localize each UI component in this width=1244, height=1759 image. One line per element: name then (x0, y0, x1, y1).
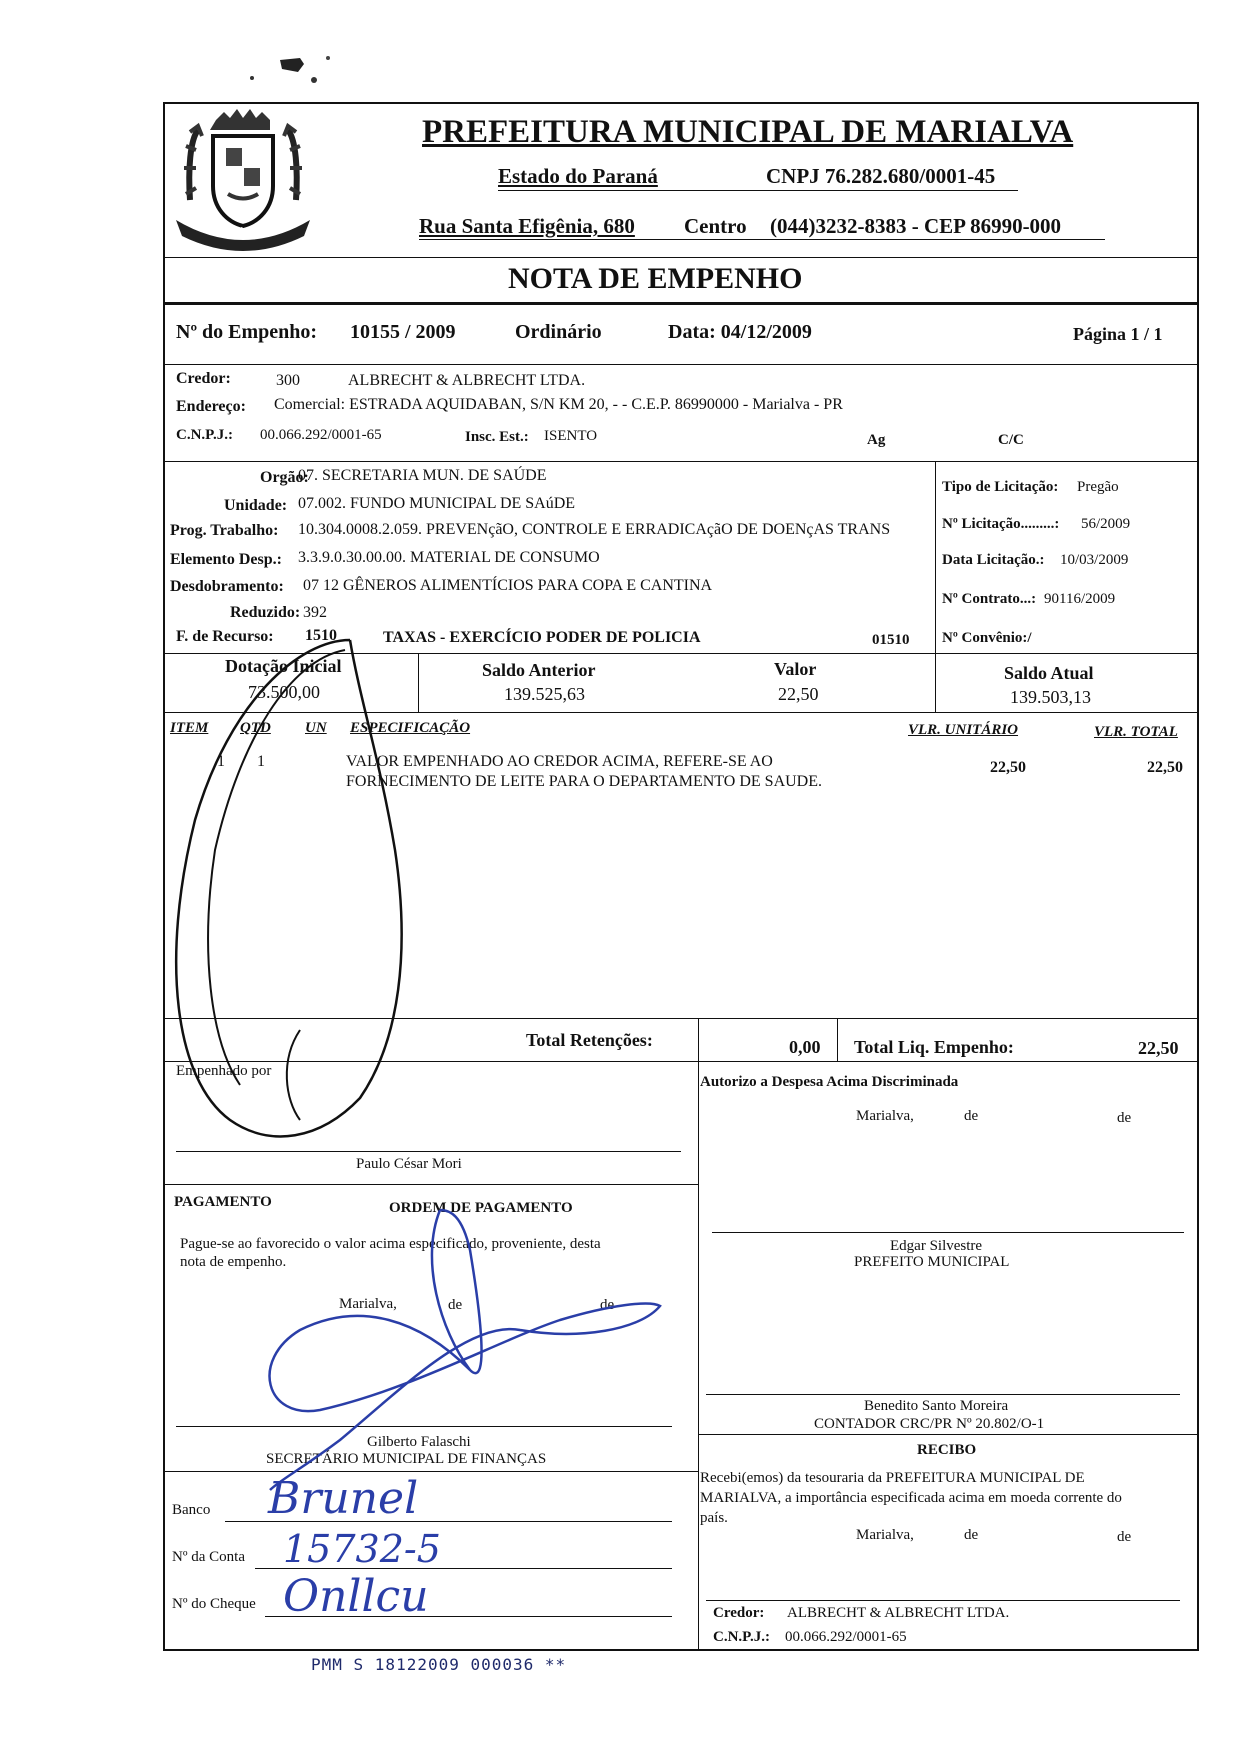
row-qtd: 1 (257, 753, 265, 770)
licitacao-tipo: Pregão (1077, 479, 1119, 495)
pagamento-de2: de (600, 1297, 615, 1313)
recibo-text1: Recebi(emos) da tesouraria da PREFEITURA MUNICIPAL DE (700, 1470, 1085, 1486)
col-qtd: QTD (240, 720, 271, 736)
pagamento-text1: Pague-se ao favorecido o valor acima especificado, proveniente, desta (180, 1236, 601, 1252)
desdob-value: 07 12 GÊNEROS ALIMENTÍCIOS PARA COPA E CANTINA (303, 577, 713, 594)
row-item: 1 (217, 753, 225, 770)
credor-label: Credor: (176, 370, 231, 387)
credor-cnpj-label: C.N.P.J.: (176, 427, 233, 443)
reduzido-value: 392 (303, 604, 327, 621)
credor-name: ALBRECHT & ALBRECHT LTDA. (348, 372, 586, 389)
row-spec-line2: FORNECIMENTO DE LEITE PARA O DEPARTAMENTO DE SAUDE. (346, 773, 823, 790)
empenho-date: Data: 04/12/2009 (668, 321, 812, 343)
desdob-label: Desdobramento: (170, 578, 284, 595)
elemento-label: Elemento Desp.: (170, 551, 282, 568)
pagamento-text2: nota de empenho. (180, 1254, 287, 1270)
doc-title: NOTA DE EMPENHO (508, 262, 803, 295)
pagamento-de1: de (448, 1297, 463, 1313)
conta-label: Nº da Conta (172, 1549, 245, 1565)
header-phone-cep: (044)3232-8383 - CEP 86990-000 (770, 214, 1062, 238)
header-state: Estado do Paraná (498, 164, 658, 188)
dotacao-value: 73.500,00 (248, 682, 320, 702)
licitacao-data-label: Data Licitação.: (942, 552, 1045, 568)
recibo-place: Marialva, (856, 1527, 914, 1543)
pagamento-label: PAGAMENTO (174, 1194, 272, 1210)
contrato-value: 90116/2009 (1044, 591, 1116, 607)
recurso-label: F. de Recurso: (176, 628, 274, 645)
autorizo-place: Marialva, (856, 1108, 914, 1124)
valor-value: 22,50 (778, 684, 819, 704)
header-title: PREFEITURA MUNICIPAL DE MARIALVA (422, 114, 1074, 150)
col-spec: ESPECIFICAÇÃO (350, 720, 471, 736)
secretario-name: Gilberto Falaschi (367, 1434, 471, 1450)
col-un: UN (305, 720, 327, 736)
liq-label: Total Liq. Empenho: (854, 1037, 1014, 1057)
saldo-atual-label: Saldo Atual (1004, 663, 1094, 683)
ag-label: Ag (867, 432, 886, 448)
col-total: VLR. TOTAL (1094, 724, 1178, 740)
recibo-cnpj: 00.066.292/0001-65 (785, 1629, 907, 1645)
valor-label: Valor (774, 659, 817, 679)
credor-cnpj: 00.066.292/0001-65 (260, 427, 382, 443)
reduzido-label: Reduzido: (230, 604, 301, 621)
credor-code: 300 (276, 372, 300, 389)
header-cnpj: CNPJ 76.282.680/0001-45 (766, 164, 996, 188)
unidade-value: 07.002. FUNDO MUNICIPAL DE SAúDE (298, 495, 576, 512)
col-unit: VLR. UNITÁRIO (908, 722, 1019, 738)
licitacao-tipo-label: Tipo de Licitação: (942, 479, 1059, 495)
empenho-type: Ordinário (515, 321, 602, 343)
recibo-de1: de (964, 1527, 979, 1543)
recibo-text2: MARIALVA, a importância especificada acima em moeda corrente do (700, 1490, 1122, 1506)
elemento-value: 3.3.9.0.30.00.00. MATERIAL DE CONSUMO (298, 549, 600, 566)
pagamento-place: Marialva, (339, 1296, 397, 1312)
dotacao-label: Dotação Inicial (225, 656, 342, 676)
empenho-num: 10155 / 2009 (350, 321, 456, 343)
header-district: Centro (684, 214, 747, 238)
cheque-handwritten: Onllcu (283, 1571, 429, 1622)
recibo-cnpj-label: C.N.P.J.: (713, 1629, 770, 1645)
empenhado-name: Paulo César Mori (356, 1156, 462, 1172)
conta-handwritten: 15732-5 (283, 1527, 441, 1571)
prefeito-title: PREFEITO MUNICIPAL (854, 1254, 1010, 1270)
municipal-coat-of-arms-icon (168, 102, 318, 254)
recibo-de2: de (1117, 1529, 1132, 1545)
insc-label: Insc. Est.: (465, 429, 529, 445)
licitacao-data: 10/03/2009 (1060, 552, 1129, 568)
recurso-code: 1510 (305, 627, 337, 644)
recibo-credor-label: Credor: (713, 1605, 765, 1621)
address-label: Endereço: (176, 398, 246, 415)
prefeito-name: Edgar Silvestre (890, 1238, 983, 1254)
saldo-atual-value: 139.503,13 (1010, 687, 1091, 707)
convenio-label: Nº Convênio:/ (942, 630, 1032, 646)
orgao-label: Orgão: (260, 469, 309, 486)
autorizo-de2: de (1117, 1110, 1132, 1126)
ordem-label: ORDEM DE PAGAMENTO (389, 1200, 573, 1216)
licitacao-num-label: Nº Licitação.........: (942, 516, 1060, 532)
autorizo-label: Autorizo a Despesa Acima Discriminada (700, 1074, 959, 1090)
prog-value: 10.304.0008.2.059. PREVENçãO, CONTROLE E ERRADICAçãO DE DOENçAS TRANS (298, 521, 891, 538)
retencoes-value: 0,00 (789, 1037, 821, 1057)
saldo-anterior-value: 139.525,63 (504, 684, 585, 704)
cheque-label: Nº do Cheque (172, 1596, 256, 1612)
prog-label: Prog. Trabalho: (170, 522, 279, 539)
protocol-stamp: PMM S 18122009 000036 ** (311, 1655, 567, 1674)
orgao-value: 07. SECRETARIA MUN. DE SAÚDE (298, 467, 547, 484)
saldo-anterior-label: Saldo Anterior (482, 660, 596, 680)
contrato-label: Nº Contrato...: (942, 591, 1037, 607)
address-value: Comercial: ESTRADA AQUIDABAN, S/N KM 20, - - C.E.P. 86990000 - Marialva - PR (274, 396, 843, 413)
licitacao-num: 56/2009 (1081, 516, 1131, 532)
banco-handwritten: Brunel (268, 1473, 419, 1524)
unidade-label: Unidade: (224, 497, 288, 514)
row-spec-line1: VALOR EMPENHADO AO CREDOR ACIMA, REFERE-SE AO (346, 753, 773, 770)
empenho-num-label: Nº do Empenho: (176, 321, 318, 343)
banco-label: Banco (172, 1502, 211, 1518)
secretario-title: SECRETÁRIO MUNICIPAL DE FINANÇAS (266, 1451, 547, 1467)
scan-artifact (240, 40, 360, 100)
insc-value: ISENTO (544, 428, 598, 444)
row-total: 22,50 (1147, 759, 1183, 776)
recibo-credor: ALBRECHT & ALBRECHT LTDA. (787, 1605, 1010, 1621)
contador-title: CONTADOR CRC/PR Nº 20.802/O-1 (814, 1416, 1045, 1432)
recibo-text3: país. (700, 1510, 728, 1526)
row-unit: 22,50 (990, 759, 1026, 776)
liq-value: 22,50 (1138, 1038, 1179, 1058)
autorizo-de1: de (964, 1108, 979, 1124)
recurso-code2: 01510 (872, 632, 910, 648)
recurso-desc: TAXAS - EXERCÍCIO PODER DE POLICIA (383, 629, 701, 646)
empenhado-label: Empenhado por (176, 1063, 272, 1079)
contador-name: Benedito Santo Moreira (864, 1398, 1009, 1414)
cc-label: C/C (998, 432, 1024, 448)
retencoes-label: Total Retenções: (526, 1030, 653, 1050)
col-item: ITEM (170, 720, 209, 736)
recibo-label: RECIBO (917, 1442, 977, 1458)
page-number: Página 1 / 1 (1073, 324, 1163, 344)
svg-text:MARIALVA: MARIALVA (215, 225, 271, 238)
header-street: Rua Santa Efigênia, 680 (419, 214, 635, 238)
